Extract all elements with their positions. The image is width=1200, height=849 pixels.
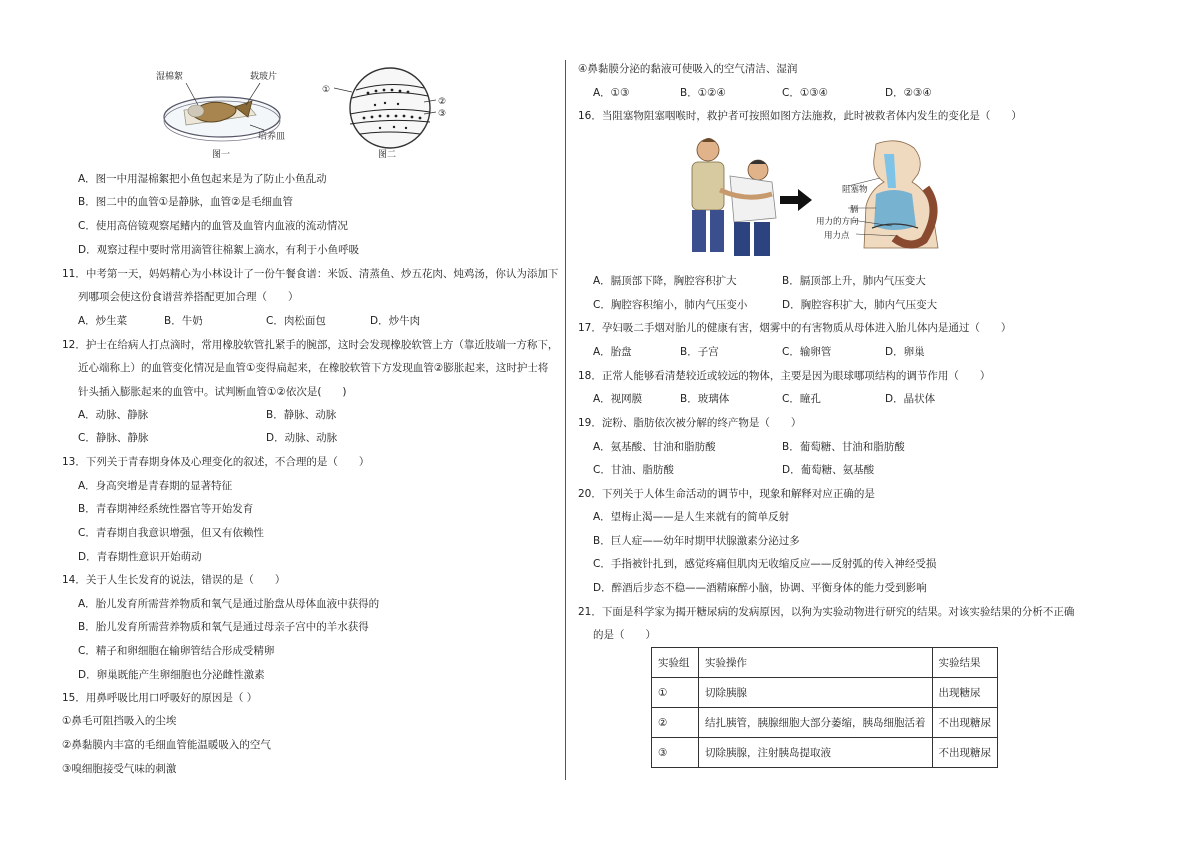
q12-stem-line2: 近心端称上）的血管变化情况是血管①变得扁起来，在橡胶软管下方发现血管②膨胀起来，这时护士将	[78, 362, 549, 374]
q21-stem-line1: 21．下面是科学家为揭开糖尿病的发病原因，以狗为实验动物进行研究的结果。对该实验结果的分析不正确	[578, 606, 1075, 618]
q11-option-a: A．炒生菜	[78, 315, 128, 327]
q16-option-a: A．膈顶部下降，胸腔容积扩大	[593, 275, 737, 287]
table-cell: 结扎胰管，胰腺细胞大部分萎缩，胰岛细胞活着	[699, 708, 933, 738]
fig16-label-force-point: 用力点	[824, 231, 850, 241]
q13-option-b: B．青春期神经系统性器官等开始发育	[78, 503, 254, 515]
q18-option-b: B．玻璃体	[680, 393, 730, 405]
fig1-label-slide: 载玻片	[250, 72, 278, 82]
q20-option-a: A．望梅止渴——是人生来就有的简单反射	[593, 511, 790, 523]
q14-stem: 14．关于人生长发育的说法，错误的是（ ）	[62, 574, 286, 586]
q10-option-b: B．图二中的血管①是静脉，血管②是毛细血管	[78, 196, 294, 208]
table-header-cell: 实验结果	[932, 648, 998, 678]
q13-option-c: C．青春期自我意识增强，但又有依赖性	[78, 527, 264, 539]
q11-option-d: D．炒牛肉	[370, 315, 421, 327]
q20-stem: 20．下列关于人体生命活动的调节中，现象和解释对应正确的是	[578, 488, 875, 500]
q13-option-a: A．身高突增是青春期的显著特征	[78, 480, 233, 492]
q16-stem: 16．当阻塞物阻塞咽喉时，救护者可按照如图方法施救，此时被救者体内发生的变化是（ ）	[578, 110, 1022, 122]
q13-stem: 13．下列关于青春期身体及心理变化的叙述，不合理的是（ ）	[62, 456, 370, 468]
column-divider	[565, 60, 566, 780]
table-header-row	[652, 648, 998, 678]
q14-option-d: D．卵巢既能产生卵细胞也分泌雌性激素	[78, 669, 265, 681]
table-cell: ①	[652, 678, 699, 708]
table-cell: 不出现糖尿	[932, 738, 998, 768]
q20-option-b: B．巨人症——幼年时期甲状腺激素分泌过多	[593, 535, 800, 547]
q19-option-d: D．葡萄糖、氨基酸	[782, 464, 875, 476]
q15-option-a: A．①③	[593, 87, 630, 99]
q15-statement-4: ④鼻黏膜分泌的黏液可使吸入的空气清洁、湿润	[578, 63, 798, 75]
table-cell: ②	[652, 708, 699, 738]
q12-option-d: D．动脉、动脉	[266, 432, 338, 444]
q11-option-c: C．肉松面包	[266, 315, 326, 327]
q15-option-b: B．①②④	[680, 87, 726, 99]
fig16-label-force-direction: 用力的方向	[816, 217, 859, 227]
q15-option-d: D．②③④	[885, 87, 932, 99]
fig1-label-dish: 培养皿	[258, 132, 286, 142]
table-header-cell: 实验操作	[699, 648, 933, 678]
q12-stem-line1: 12．护士在给病人打点滴时，常用橡胶软管扎紧手的腕部，这时会发现橡胶软管上方（靠近肢端一方称下，	[62, 339, 559, 351]
table-row	[652, 708, 998, 738]
q21-stem-line2: 的是（ ）	[593, 629, 656, 641]
table-row	[652, 738, 998, 768]
q18-option-d: D．晶状体	[885, 393, 936, 405]
figure-blood-vessels	[320, 62, 465, 162]
q17-option-d: D．卵巢	[885, 346, 925, 358]
q17-option-b: B．子宫	[680, 346, 719, 358]
q12-option-c: C．静脉、静脉	[78, 432, 149, 444]
table-cell: 不出现糖尿	[932, 708, 998, 738]
figure-fish-dish	[150, 65, 310, 160]
fig2-label-2: ②	[438, 97, 447, 107]
q19-stem: 19．淀粉、脂肪依次被分解的终产物是（ ）	[578, 417, 802, 429]
q20-option-c: C．手指被针扎到，感觉疼痛但肌肉无收缩反应——反射弧的传入神经受损	[593, 558, 937, 570]
fig16-label-obstruction: 阻塞物	[842, 185, 868, 195]
q12-option-a: A．动脉、静脉	[78, 409, 149, 421]
q11-option-b: B．牛奶	[164, 315, 203, 327]
q12-stem-line3: 针头插入膨胀起来的血管中。试判断血管①②依次是( )	[78, 386, 347, 398]
q17-option-a: A．胎盘	[593, 346, 632, 358]
table-cell: 切除胰腺	[699, 678, 933, 708]
fig2-label-3: ③	[438, 109, 447, 119]
q20-option-d: D．醉酒后步态不稳——酒精麻醉小脑，协调、平衡身体的能力受到影响	[593, 582, 927, 594]
q16-option-d: D．胸腔容积扩大，肺内气压变大	[782, 299, 938, 311]
fig2-label-1: ①	[322, 85, 331, 95]
q14-option-c: C．精子和卵细胞在输卵管结合形成受精卵	[78, 645, 275, 657]
q15-statement-1: ①鼻毛可阻挡吸入的尘埃	[62, 715, 177, 727]
q14-option-b: B．胎儿发育所需营养物质和氧气是通过母亲子宫中的羊水获得	[78, 621, 369, 633]
figure-heimlich	[680, 130, 970, 260]
q15-option-c: C．①③④	[782, 87, 829, 99]
q10-option-c: C．使用高倍镜观察尾鳍内的血管及血管内血液的流动情况	[78, 220, 348, 232]
experiment-table	[651, 647, 998, 768]
q10-option-a: A．图一中用湿棉絮把小鱼包起来是为了防止小鱼乱动	[78, 173, 327, 185]
q15-statement-2: ②鼻黏膜内丰富的毛细血管能温暖吸入的空气	[62, 739, 271, 751]
fig1-label-cotton: 湿棉絮	[156, 72, 184, 82]
q13-option-d: D．青春期性意识开始萌动	[78, 551, 202, 563]
q18-stem: 18．正常人能够看清楚较近或较远的物体，主要是因为眼球哪项结构的调节作用（ ）	[578, 370, 991, 382]
q18-option-c: C．瞳孔	[782, 393, 821, 405]
fig2-caption: 图二	[378, 150, 397, 160]
q19-option-c: C．甘油、脂肪酸	[593, 464, 674, 476]
table-cell: ③	[652, 738, 699, 768]
q17-stem: 17．孕妇吸二手烟对胎儿的健康有害，烟雾中的有害物质从母体进入胎儿体内是通过（ ）	[578, 322, 1012, 334]
fig1-caption: 图一	[212, 150, 231, 160]
q17-option-c: C．输卵管	[782, 346, 832, 358]
fig16-label-diaphragm: 膈	[850, 205, 859, 215]
table-header-cell: 实验组	[652, 648, 699, 678]
table-cell: 切除胰腺，注射胰岛提取液	[699, 738, 933, 768]
q15-statement-3: ③嗅细胞接受气味的刺激	[62, 763, 177, 775]
q11-stem-line1: 11．中考第一天，妈妈精心为小林设计了一份午餐食谱：米饭、清蒸鱼、炒五花肉、炖鸡汤，你认为添加下	[62, 268, 559, 280]
q15-stem: 15．用鼻呼吸比用口呼吸好的原因是（ ）	[62, 692, 258, 704]
q16-option-b: B．膈顶部上升，肺内气压变大	[782, 275, 926, 287]
q14-option-a: A．胎儿发育所需营养物质和氧气是通过胎盘从母体血液中获得的	[78, 598, 380, 610]
q16-option-c: C．胸腔容积缩小，肺内气压变小	[593, 299, 748, 311]
q19-option-b: B．葡萄糖、甘油和脂肪酸	[782, 441, 905, 453]
q12-option-b: B．静脉、动脉	[266, 409, 337, 421]
q11-stem-line2: 列哪项会使这份食谱营养搭配更加合理（ ）	[78, 291, 299, 303]
q10-option-d: D．观察过程中要时常用滴管往棉絮上滴水，有利于小鱼呼吸	[78, 244, 360, 256]
q19-option-a: A．氨基酸、甘油和脂肪酸	[593, 441, 716, 453]
table-row	[652, 678, 998, 708]
table-cell: 出现糖尿	[932, 678, 998, 708]
q18-option-a: A．视网膜	[593, 393, 643, 405]
